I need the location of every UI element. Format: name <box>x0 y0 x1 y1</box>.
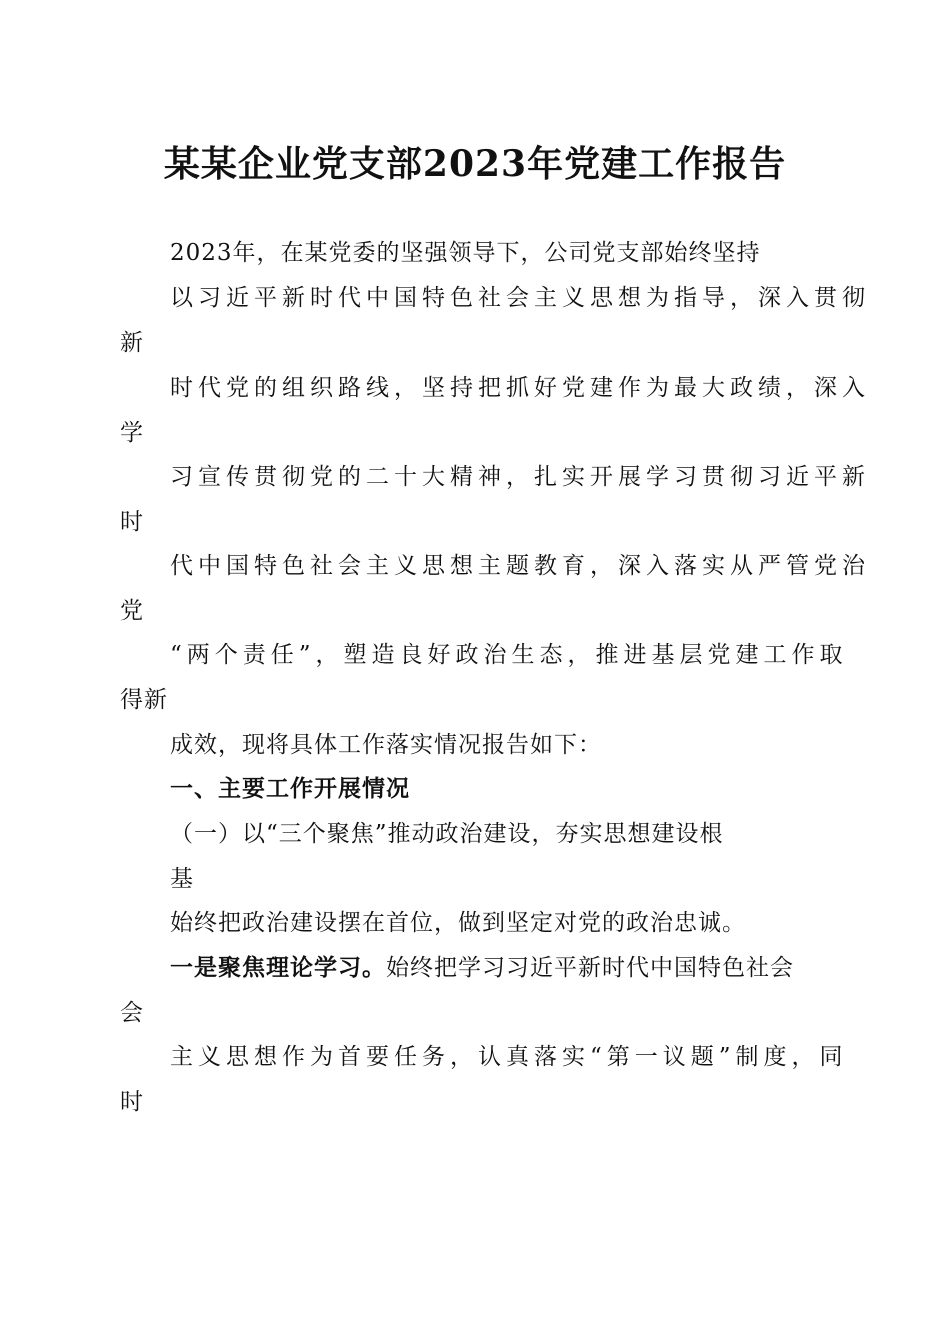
document-title: 某某企业党支部2023年党建工作报告 <box>163 143 787 185</box>
paragraph-line: 代中国特色社会主义思想主题教育，深入落实从严管党治 <box>170 553 870 579</box>
subsection-heading: （一）以“三个聚焦”推动政治建设，夯实思想建设根 <box>170 821 724 847</box>
paragraph-line: 习宣传贯彻党的二十大精神，扎实开展学习贯彻习近平新 <box>170 464 870 490</box>
paragraph-line: 主义思想作为首要任务，认真落实“第一议题”制度，同 <box>170 1044 848 1070</box>
paragraph-line: 得新 <box>120 687 168 713</box>
section-heading: 一、主要工作开展情况 <box>170 776 410 802</box>
paragraph-text: 始终把学习习近平新时代中国特色社会 <box>386 955 794 981</box>
paragraph-line: 2023年，在某党委的坚强领导下，公司党支部始终坚持 <box>170 240 761 266</box>
paragraph-line: 新 <box>120 330 144 356</box>
subsection-heading-continued: 基 <box>170 866 194 892</box>
paragraph-line: 学 <box>120 420 144 446</box>
paragraph-line: 时 <box>120 509 144 535</box>
paragraph-line: 成效，现将具体工作落实情况报告如下： <box>170 732 602 758</box>
paragraph-line: 时 <box>120 1089 144 1115</box>
paragraph-line: “两个责任”，塑造良好政治生态，推进基层党建工作取 <box>170 642 848 668</box>
paragraph-line: 始终把政治建设摆在首位，做到坚定对党的政治忠诚。 <box>170 910 746 936</box>
emphasis-lead: 一是聚焦理论学习。 <box>170 955 386 981</box>
paragraph-line: 会 <box>120 1000 144 1026</box>
paragraph-line: 以习近平新时代中国特色社会主义思想为指导，深入贯彻 <box>170 285 870 311</box>
paragraph-line: 党 <box>120 598 144 624</box>
paragraph-line: 时代党的组织路线，坚持把抓好党建作为最大政绩，深入 <box>170 375 870 401</box>
paragraph-line <box>170 953 794 983</box>
